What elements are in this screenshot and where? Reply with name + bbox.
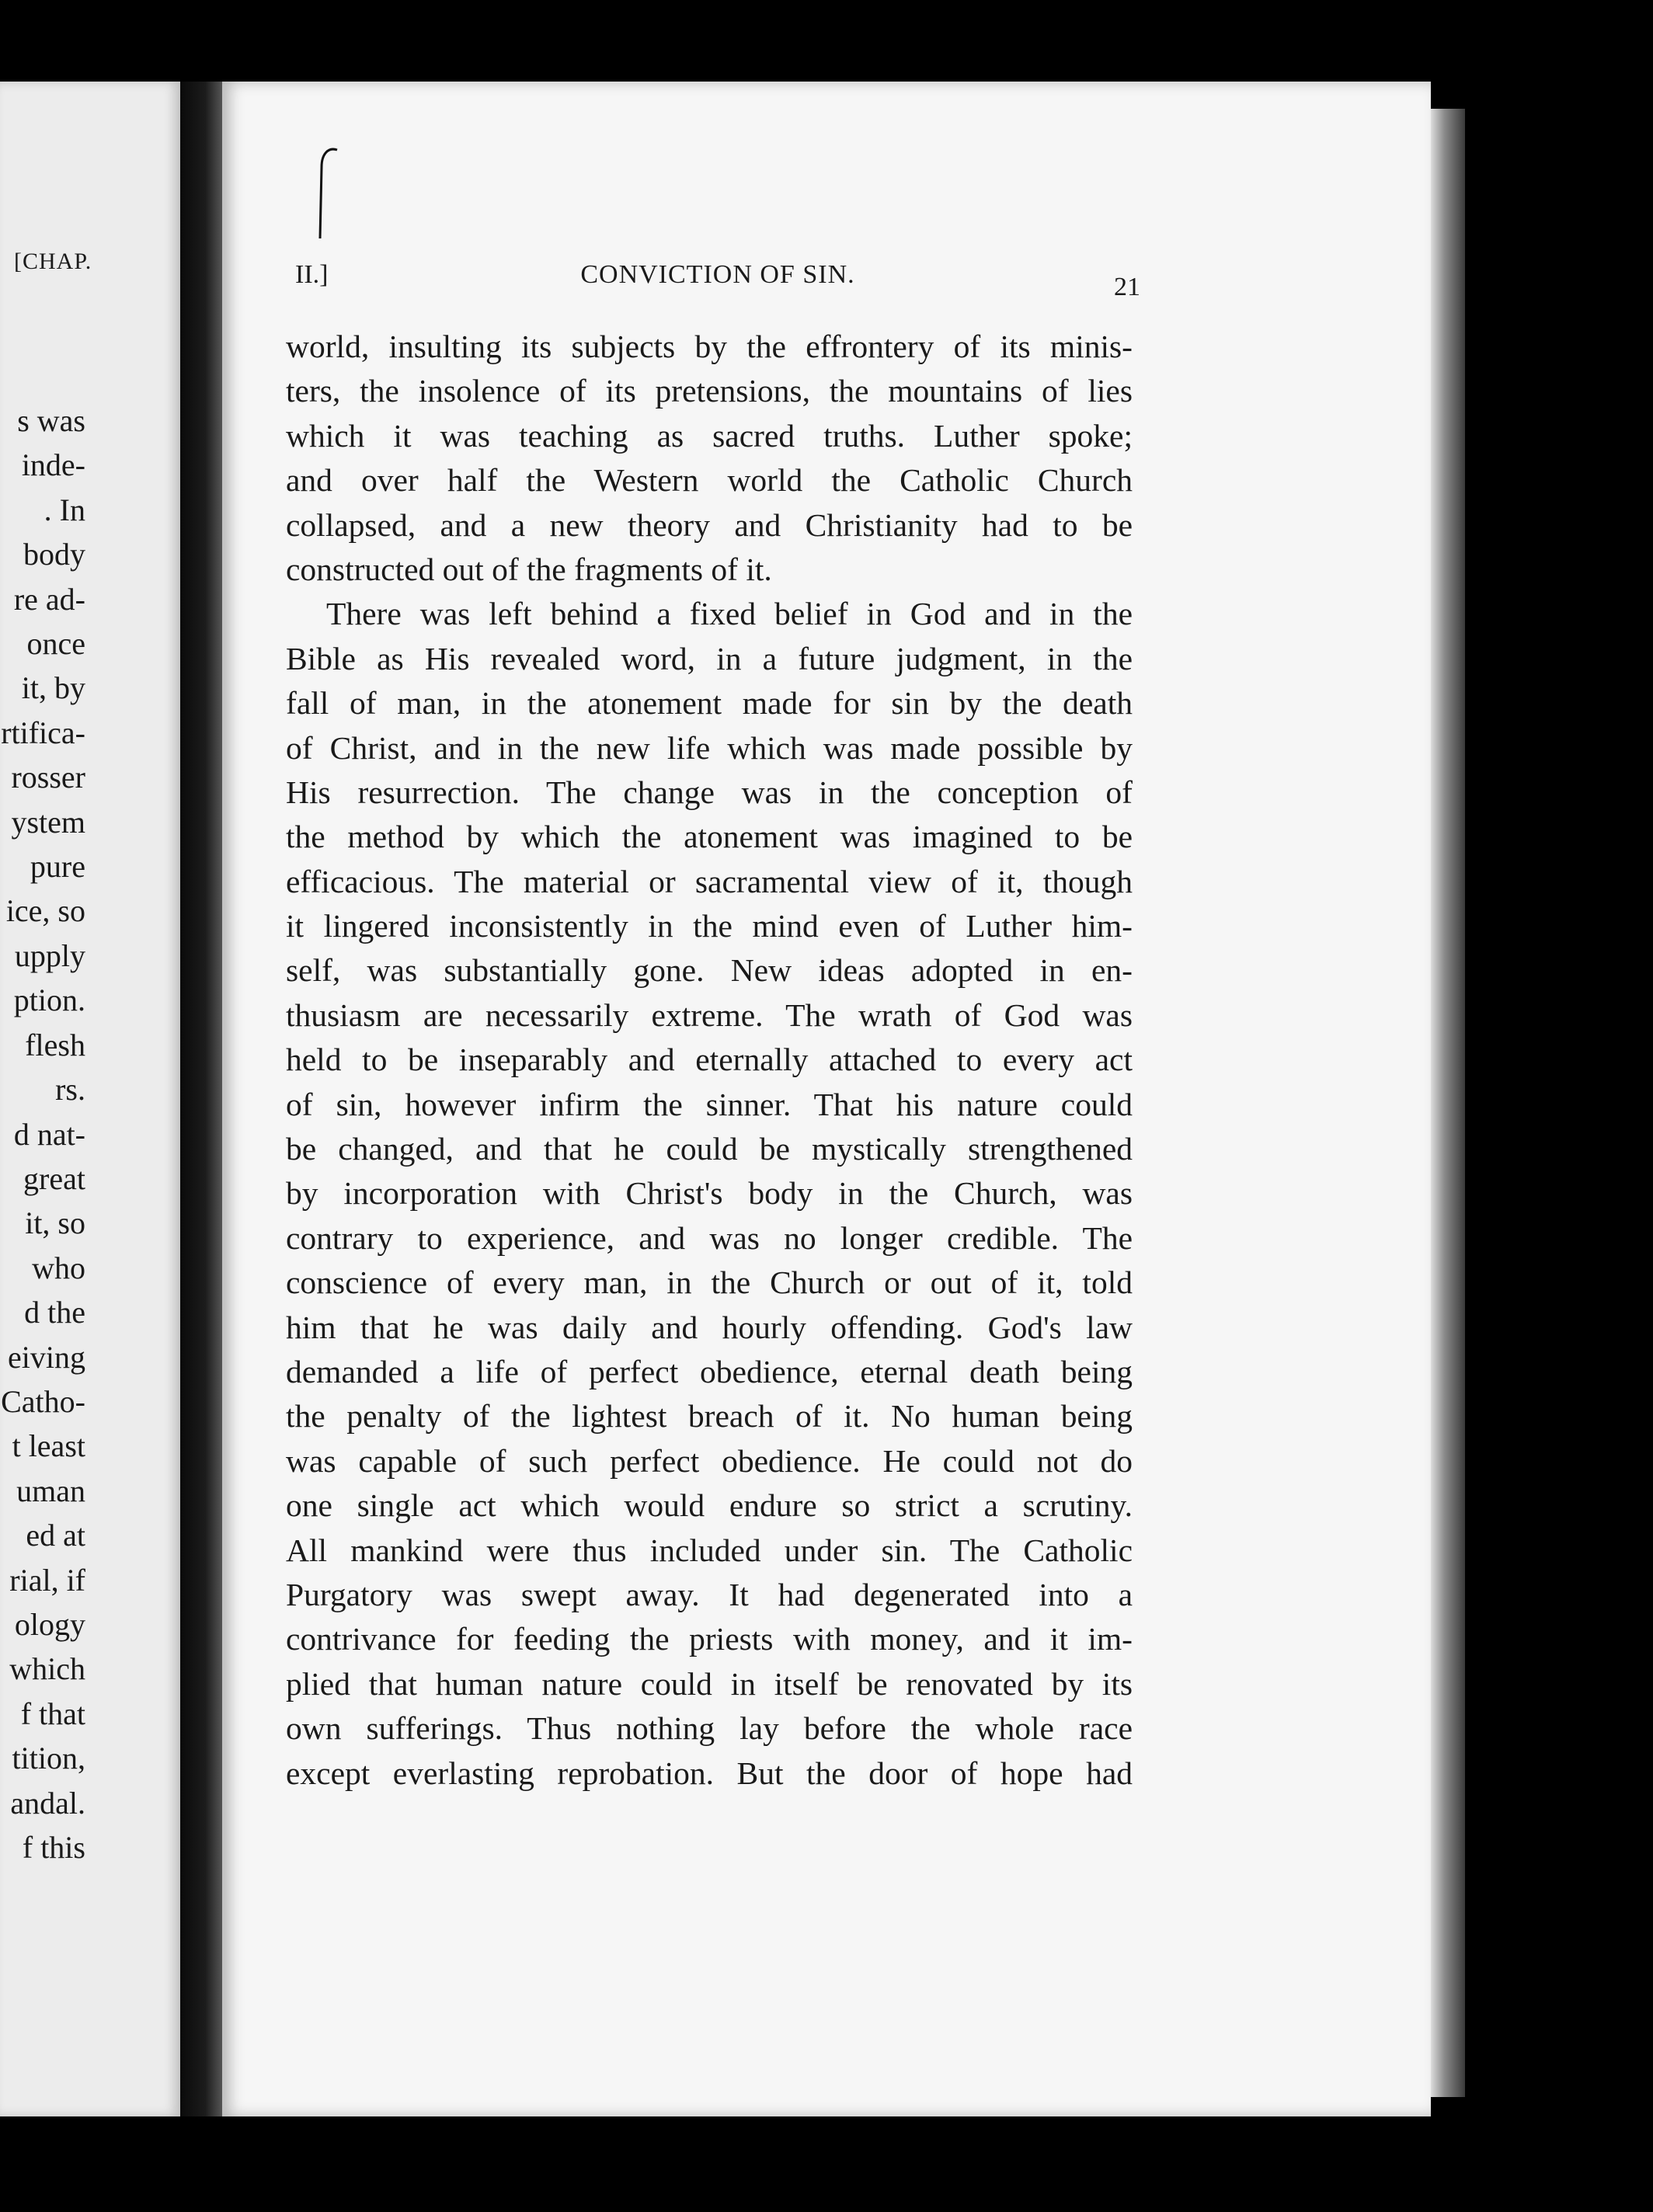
text-line: All mankind were thus included under sin. The Catholic [286, 1532, 1133, 1568]
text-line: world, insulting its subjects by the effrontery of its minis- [286, 329, 1133, 364]
previous-page-line: eiving [8, 1339, 85, 1375]
previous-page-line: d the [24, 1295, 85, 1330]
previous-page-line: ology [14, 1606, 85, 1642]
text-line: him that he was daily and hourly offending. God's law [286, 1309, 1133, 1345]
text-line: fall of man, in the atonement made for sin by the death [286, 685, 1133, 722]
previous-page-line: ystem [11, 804, 85, 840]
pencil-mark [314, 144, 345, 245]
text-line: collapsed, and a new theory and Christianity had to be [286, 506, 1133, 543]
page-number: 21 [1114, 273, 1140, 301]
text-line: There was left behind a fixed belief in God and in the [326, 596, 1133, 632]
previous-page-line: rs. [55, 1072, 85, 1108]
text-line: of sin, however infirm the sinner. That his nature could [286, 1086, 1133, 1122]
previous-page-line: s was [17, 403, 85, 438]
previous-page-line: which [9, 1651, 85, 1687]
previous-page-line: f this [22, 1830, 85, 1865]
previous-page-line: tition, [12, 1741, 85, 1776]
previous-page-line: rial, if [9, 1562, 85, 1598]
text-line: own sufferings. Thus nothing lay before the whole race [286, 1710, 1133, 1747]
text-line: conscience of every man, in the Church or out of it, told [286, 1264, 1133, 1301]
text-line: by incorporation with Christ's body in the Church, was [286, 1175, 1133, 1212]
previous-page-line: t least [12, 1428, 85, 1464]
text-line: held to be inseparably and eternally attached to every act [286, 1042, 1133, 1078]
text-line: the penalty of the lightest breach of it. No human being [286, 1398, 1133, 1435]
previous-page [0, 82, 180, 2116]
previous-page-line: ption. [13, 983, 85, 1018]
text-line: plied that human nature could in itself be renovated by its [286, 1665, 1133, 1702]
text-line: except everlasting reprobation. But the door of hope had [286, 1755, 1133, 1791]
text-line: was capable of such perfect obedience. He could not do [286, 1442, 1133, 1479]
page-body-text [286, 325, 1133, 1796]
text-line: contrary to experience, and was no longer credible. The [286, 1219, 1133, 1256]
previous-page-text [1, 398, 85, 1869]
previous-page-line: f that [20, 1696, 85, 1731]
previous-page-line: rosser [11, 760, 85, 795]
text-line: of Christ, and in the new life which was made possible by [286, 729, 1133, 766]
page-edge [1431, 109, 1465, 2097]
text-line: constructed out of the fragments of it. [286, 551, 772, 587]
previous-page-line: ed at [26, 1518, 85, 1553]
running-title: CONVICTION OF SIN. [580, 260, 855, 289]
book-gutter [180, 82, 222, 2116]
previous-page-line: andal. [10, 1785, 85, 1821]
text-line: one single act which would endure so strict a scrutiny. [286, 1487, 1133, 1524]
previous-page-line: uman [16, 1473, 85, 1508]
previous-page-line: ice, so [5, 893, 85, 929]
text-line: self, was substantially gone. New ideas adopted in en- [286, 952, 1133, 989]
previous-page-line: d nat- [13, 1116, 85, 1152]
text-line: ters, the insolence of its pretensions, the mountains of lies [286, 373, 1133, 409]
previous-page-line: flesh [25, 1027, 85, 1063]
text-line: be changed, and that he could be mystically strengthened [286, 1131, 1133, 1167]
previous-page-line: it, so [25, 1205, 85, 1241]
text-line: efficacious. The material or sacramental view of it, though [286, 863, 1133, 899]
text-line: which it was teaching as sacred truths. Luther spoke; [286, 417, 1133, 454]
text-line: demanded a life of perfect obedience, eternal death being [286, 1353, 1133, 1389]
previous-page-line: Catho- [1, 1383, 85, 1419]
text-line: it lingered inconsistently in the mind even of Luther him- [286, 908, 1133, 944]
previous-page-line: great [23, 1160, 85, 1196]
text-line: the method by which the atonement was imagined to be [286, 819, 1133, 855]
previous-page-line: upply [14, 937, 85, 973]
text-line: contrivance for feeding the priests with money, and it im- [286, 1621, 1133, 1657]
previous-page-line: body [23, 537, 85, 572]
previous-page-line: . In [44, 492, 85, 527]
previous-page-line: who [32, 1250, 85, 1285]
chapter-reference: II.] [295, 260, 329, 289]
previous-page-header: [CHAP. [14, 249, 92, 274]
previous-page-line: inde- [21, 447, 85, 483]
previous-page-line: once [26, 626, 85, 662]
previous-page-line: rtifica- [1, 715, 85, 750]
previous-page-line: re ad- [13, 581, 85, 617]
text-line: Purgatory was swept away. It had degenerated into a [286, 1576, 1133, 1612]
text-line: His resurrection. The change was in the conception of [286, 774, 1133, 810]
text-line: and over half the Western world the Catholic Church [286, 462, 1133, 499]
previous-page-line: pure [30, 849, 85, 885]
running-head [295, 260, 1140, 299]
previous-page-line: it, by [21, 670, 85, 706]
text-line: Bible as His revealed word, in a future judgment, in the [286, 640, 1133, 676]
text-line: thusiasm are necessarily extreme. The wrath of God was [286, 996, 1133, 1033]
